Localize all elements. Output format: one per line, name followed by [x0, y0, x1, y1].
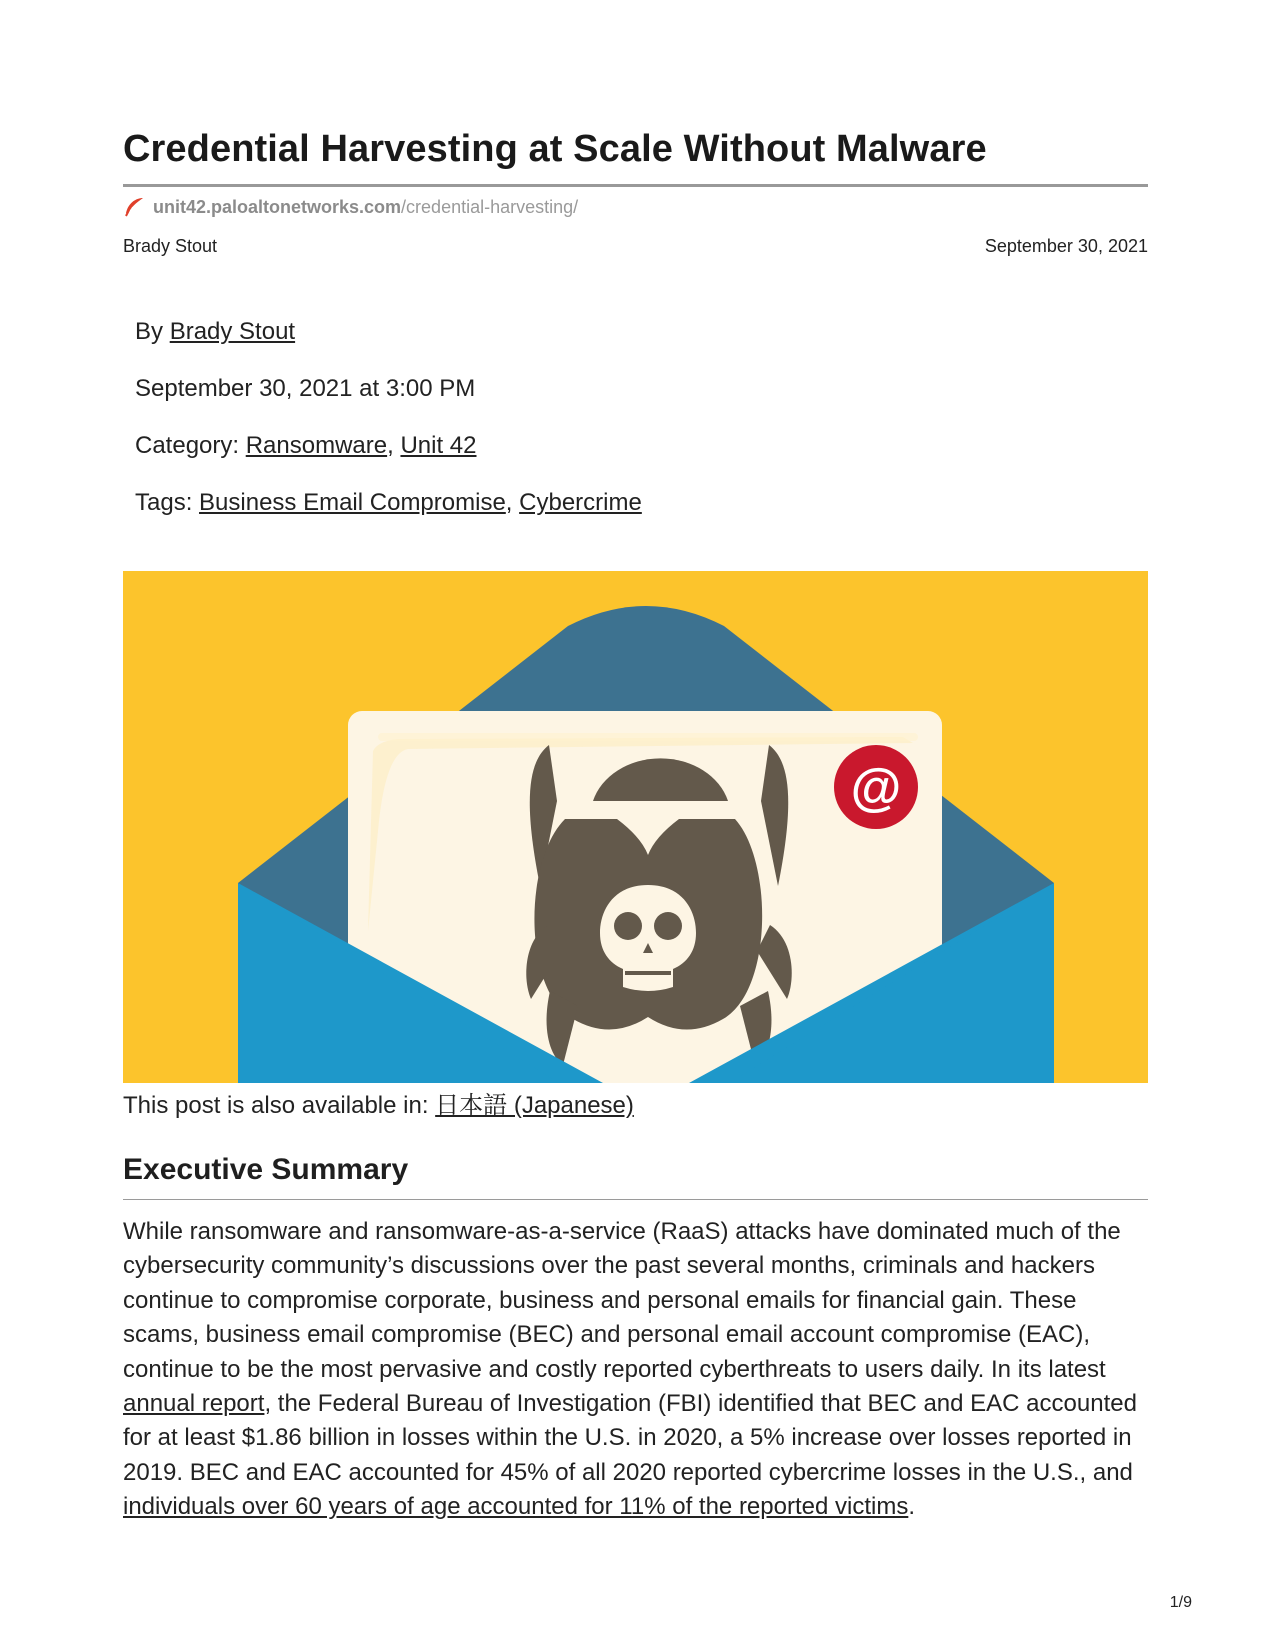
tag-link-bec[interactable]: Business Email Compromise — [199, 489, 506, 516]
availability-label: This post is also available in: — [123, 1092, 436, 1119]
annual-report-link[interactable]: annual report — [123, 1390, 265, 1418]
title-divider — [123, 184, 1148, 187]
hero-image — [123, 571, 1148, 1083]
author-link[interactable]: Brady Stout — [169, 318, 296, 345]
meta-tags — [135, 489, 642, 517]
source-host: unit42.paloaltonetworks.com — [153, 196, 402, 217]
page-number: 1/9 — [1169, 1594, 1192, 1611]
tag-link-cybercrime[interactable]: Cybercrime — [519, 489, 642, 516]
category-label: Category: — [135, 432, 246, 459]
summary-paragraph — [123, 1215, 1148, 1525]
category-link-unit42[interactable]: Unit 42 — [400, 432, 477, 459]
section-divider — [123, 1199, 1148, 1200]
japanese-link[interactable]: 日本語 (Japanese) — [435, 1092, 634, 1119]
language-availability — [123, 1085, 634, 1120]
email-at-badge — [834, 745, 918, 829]
victims-statistic-link[interactable]: individuals over 60 years of age accounted for 11% of the reported victims — [123, 1493, 909, 1521]
summary-text-2: , the Federal Bureau of Investigation (FBI) identified that BEC and EAC accounted for at least $1.86 billion in losses within the U.S. in 2020, a 5% increase over losses reported in 2019. BEC and EAC accounted for 45% of all 2020 reported cybercrime losses in the U.S., and — [123, 1390, 1137, 1486]
byline-row — [123, 236, 1148, 257]
page-title: Credential Harvesting at Scale Without Malware — [123, 128, 987, 170]
source-url[interactable] — [123, 196, 578, 218]
by-label: By — [135, 318, 170, 345]
meta-datetime: September 30, 2021 at 3:00 PM — [135, 375, 476, 402]
tags-label: Tags: — [135, 489, 200, 516]
category-link-ransomware[interactable]: Ransomware — [245, 432, 388, 459]
separator: , — [387, 432, 401, 459]
meta-author — [135, 318, 295, 346]
at-icon: @ — [850, 759, 902, 817]
feather-icon — [123, 196, 145, 218]
separator: , — [505, 489, 520, 516]
section-heading: Executive Summary — [123, 1153, 409, 1186]
meta-category — [135, 432, 477, 460]
summary-text-3: . — [908, 1493, 915, 1521]
source-path: /credential-harvesting/ — [401, 196, 579, 217]
summary-text-1: While ransomware and ransomware-as-a-service (RaaS) attacks have dominated much of the cybersecurity community’s discussions over the past several months, criminals and hackers continue to compromise corporate, business and personal emails for financial gain. These scams, business email compromise (BEC) and personal email account compromise (EAC), continue to be the most pervasive and costly reported cyberthreats to users daily. In its latest — [123, 1218, 1121, 1383]
date-header: September 30, 2021 — [984, 236, 1148, 256]
author-header: Brady Stout — [123, 236, 218, 256]
